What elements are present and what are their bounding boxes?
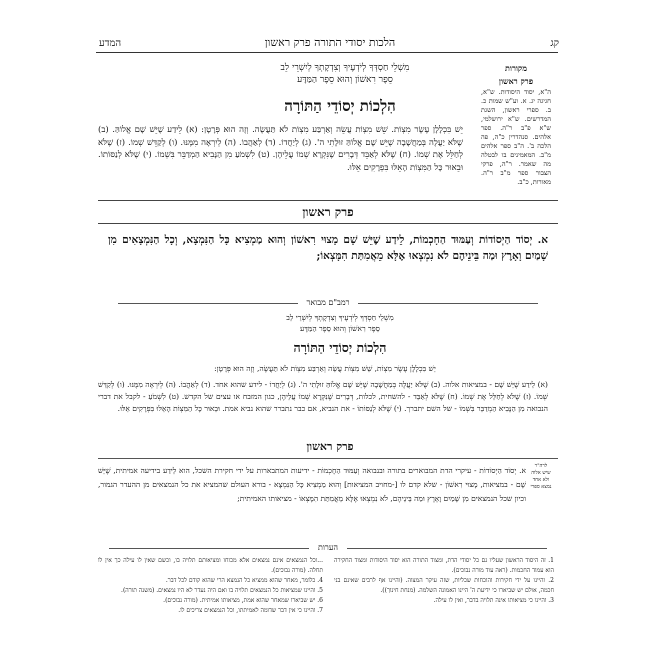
commentary-verse-line-2: סֵפֶר רִאשׁוֹן וְהוּא סֵפֶר הַמַּדָּע: [300, 324, 380, 333]
commentary-verse: [230, 312, 450, 334]
sources-heading: מקורות: [505, 63, 527, 73]
halacha-text: א. יְסוֹד הַיְסוֹדוֹת וְעַמּוּד הַחָכְמוֹת, לֵידַע שֶׁיֵּשׁ שָׁם מָצוּי רִאשׁוֹן וְהוּא מַמְצִיא כָּל הַנִּמְצָא, וְכָל הַנִּמְצָאִים מִן שָׁמַיִם וָאָרֶץ וּמַה בֵּינֵיהֶם לֹא נִמְצְאוּ אֶלָּא מֵאֲמִתַּת הִמָּצְאוֹ;: [108, 234, 548, 262]
notes-heading: [98, 543, 558, 552]
commentary-verse-line-1: מִשְׁלֵי חַסְדְּךָ לְיֹדְעֶיךָ וְצִדְקָתְךָ לְיִשְׁרֵי לֵב: [286, 313, 394, 322]
sources-text: ה"א, יסוד היסודות. ש"א, חגיגה יג. א. וע"ש שמות כ. ב. ספרי ראשון, השגת המדרשים. ש"א ירושלמי, ש"א פ"ב ר"ה. ספר אלהים. סנהדרין כ"ה, פה הלכה ב'. ה"ב ספר אלהים מ"ב. המאמינים בו לבטלה מה שאמר. ר"ה, פרקי הצבור ספר מ"ב ר"ה. מאורות, כ"ב.: [481, 88, 551, 186]
commentary-chapter-title: פרק ראשון: [306, 440, 354, 453]
footnote: 6. יש שביארו שמאחר שהוא אמת, מציאותו אמיתית. (מורה נבוכים).: [163, 597, 323, 604]
footnote: 1. זה היסוד הראשון שעליו גם כל יסודי הדת, ומצוד התורה הוא יסוד היסודות ומצוד החקירה הוא עמוד החכמות. (ראה עוד מורה נבוכים).: [334, 557, 554, 574]
sources-subheading: פרק ראשון: [498, 76, 534, 86]
section-title: הִלְכוֹת יְסוֹדֵי הַתּוֹרָה: [284, 97, 396, 115]
commentary-halacha-text: א. יְסוֹד הַיְסוֹדוֹת - עיקרי הדת המבוארים בתורה ובנבואה וְעַמּוּד הַחָכְמוֹת - ידיעות המתבארות על ידי חקירת השכל, הוא לֵידַע בידיעה אמיתית, שֶׁיֵּשׁ שָׁם - במציאות, מָצוּי רִאשׁוֹן - שלא קדם לו [-מחויב המציאות] וְהוּא מַמְצִיא כָּל הַנִּמְצָא - בורא העולם שהמציא את כל הנמצאים מן ההעדר הגמור, וכיון שכל הנמצאים מִן שָׁמַיִם וָאָרֶץ וּמַה בֵּינֵיהֶם, לֹא נִמְצְאוּ אֶלָּא מֵאֲמִתַּת הִמָּצְאוֹ - מציאותו האמיתית;: [98, 466, 526, 503]
opening-verse: [225, 62, 465, 86]
chapter-banner: [98, 200, 558, 224]
sources-sidebar: [481, 64, 551, 187]
verse-line-2: סֵפֶר רִאשׁוֹן וְהוּא סֵפֶר הַמַּדָּע: [297, 75, 393, 85]
book-section-name: המדע: [99, 38, 122, 49]
intro-paragraph: יֵשׁ בִּכְלָלָן עֶשֶׂר מִצְוֹת. שֵׁשׁ מִצְוֹת עֲשֵׂה וְאַרְבַּע מִצְוֹת לֹא תַּעֲשֶׂה. וְזֶה הוּא פְּרָטָן: (א) לֵידַע שֶׁיֵּשׁ שָׁם אֱלוֹהַּ. (ב) שֶׁלֹּא יַעֲלֶה בְּמַחֲשָׁבָה שֶׁיֵּשׁ שָׁם אֱלוֹהַּ זוּלָתִי ה'. (ג) לְיַחֲדוֹ. (ד) לְאַהֲבוֹ. (ה) לְיִרְאָה מִמֶּנּוּ. (ו) לְקַדֵּשׁ שְׁמוֹ. (ז) שֶׁלֹּא לְחַלֵּל אֶת שְׁמוֹ. (ח) שֶׁלֹּא לְאַבֵּד דְּבָרִים שֶׁנִּקְרָא שְׁמוֹ עֲלֵיהֶן. (ט) לִשְׁמֹעַ מִן הַנָּבִיא הַמְדַבֵּר בִּשְׁמוֹ. (י) שֶׁלֹּא לְנַסּוֹתוֹ. וּבֵאוּר כָּל הַמִּצְוֹת הָאֵלּוּ בִּפְרָקִים אֵלּוּ.: [98, 125, 463, 173]
footnote: ...וכל הנמצאים אינם נמצאים אלא מכוחו ומציאותם תלויה בו, וכשם שאין לו עילה כך אין לו תחלה. (מורה נבוכים).: [98, 557, 323, 574]
footnote: 4. כלומר, מאחר שהוא ממציא כל הנמצא הרי שהוא קודם לכל דבר.: [165, 577, 323, 584]
commentary-section-title: הִלְכוֹת יְסוֹדֵי הַתּוֹרָה: [293, 340, 387, 355]
commentary-mitzvot-list: (א) לֵידַע שֶׁיֵּשׁ שָׁם - במציאות אלוה. (ב) שֶׁלֹּא יַעֲלֶה בְּמַחֲשָׁבָה שֶׁיֵּשׁ שָׁם אֱלוֹהַּ זוּלָתִי ה'. (ג) לְיַחֲדוֹ - לידע שהוא אחד. (ד) לְאַהֲבוֹ. (ה) לְיִרְאָה מִמֶּנּוּ. (ו) לְקַדֵּשׁ שְׁמוֹ. (ז) שֶׁלֹּא לְחַלֵּל אֶת שְׁמוֹ. (ח) שֶׁלֹּא לְאַבֵּד - להשחית, לכלות, דְּבָרִים שֶׁנִּקְרָא שְׁמוֹ עֲלֵיהֶן, כגון המזבח או עצים של הקדש. (ט) לִשְׁמֹעַ - לקבל את דברי הנבואה מִן הַנָּבִיא הַמְדַבֵּר בִּשְׁמוֹ - של השם יתברך. (י) שֶׁלֹּא לְנַסּוֹתוֹ - את הנביא, אם כבר נתברר שהוא נביא אמת. וּבֵאוּר כָּל הַמִּצְוֹת הָאֵלּוּ בִּפְרָקִים אֵלּוּ.: [98, 380, 548, 413]
commentary-section-label: [98, 298, 558, 307]
page-number: קג: [550, 38, 559, 49]
running-header: הלכות יסודי התורה פרק ראשון: [264, 36, 396, 49]
chapter-title: פרק ראשון: [302, 205, 354, 219]
commentary-intro-line: יֵשׁ בִּכְלָלָן עֶשֶׂר מִצְוֹת, שֵׁשׁ מִצְוֹת עֲשֵׂה וְאַרְבַּע מִצְוֹת לֹא תַּעֲשֶׂה, וְזֶה הוּא פְּרָטָן:: [214, 364, 436, 373]
footnote: 3. והיינו כי מציאותו אינה תלויה בדבר, ואין לו עילה.: [433, 597, 554, 604]
verse-line-1: מִשְׁלֵי חַסְדְּךָ לְיֹדְעֶיךָ וְצִדְקָתְךָ לְיִשְׁרֵי לֵב: [280, 63, 410, 73]
footnote: 2. והיינו על ידי חקירות והוכחות שכליות, שזה עיקר המצוה. (והיינו אף לרבים שאינם בני חכמה, אולם יש שביארו כי ידיעת ה' היינו האמונה השלמה. (מנחת חינוך)).: [334, 577, 554, 594]
notes-column-right: [334, 556, 554, 606]
commentary-label-text: רמב"ם מבואר: [306, 298, 350, 307]
commentary-chapter-divider: [98, 458, 558, 459]
footnote: 7. והיינו כי אין דבר שדומה לאמיתתו, וכל הנמצאים צריכים לו.: [178, 607, 323, 614]
notes-heading-text: הערות: [318, 543, 338, 552]
header-divider: [96, 52, 558, 53]
margin-note: לרה"ר שיש אלוה ולא אחד נמצא ספרי: [530, 463, 552, 490]
footnote: 5. והיינו שמציאות כל הנמצאים תלויה בו ואם היה נעדר לא היו נמצאים. (משנה תורה).: [121, 587, 323, 594]
notes-column-left: [98, 556, 323, 616]
